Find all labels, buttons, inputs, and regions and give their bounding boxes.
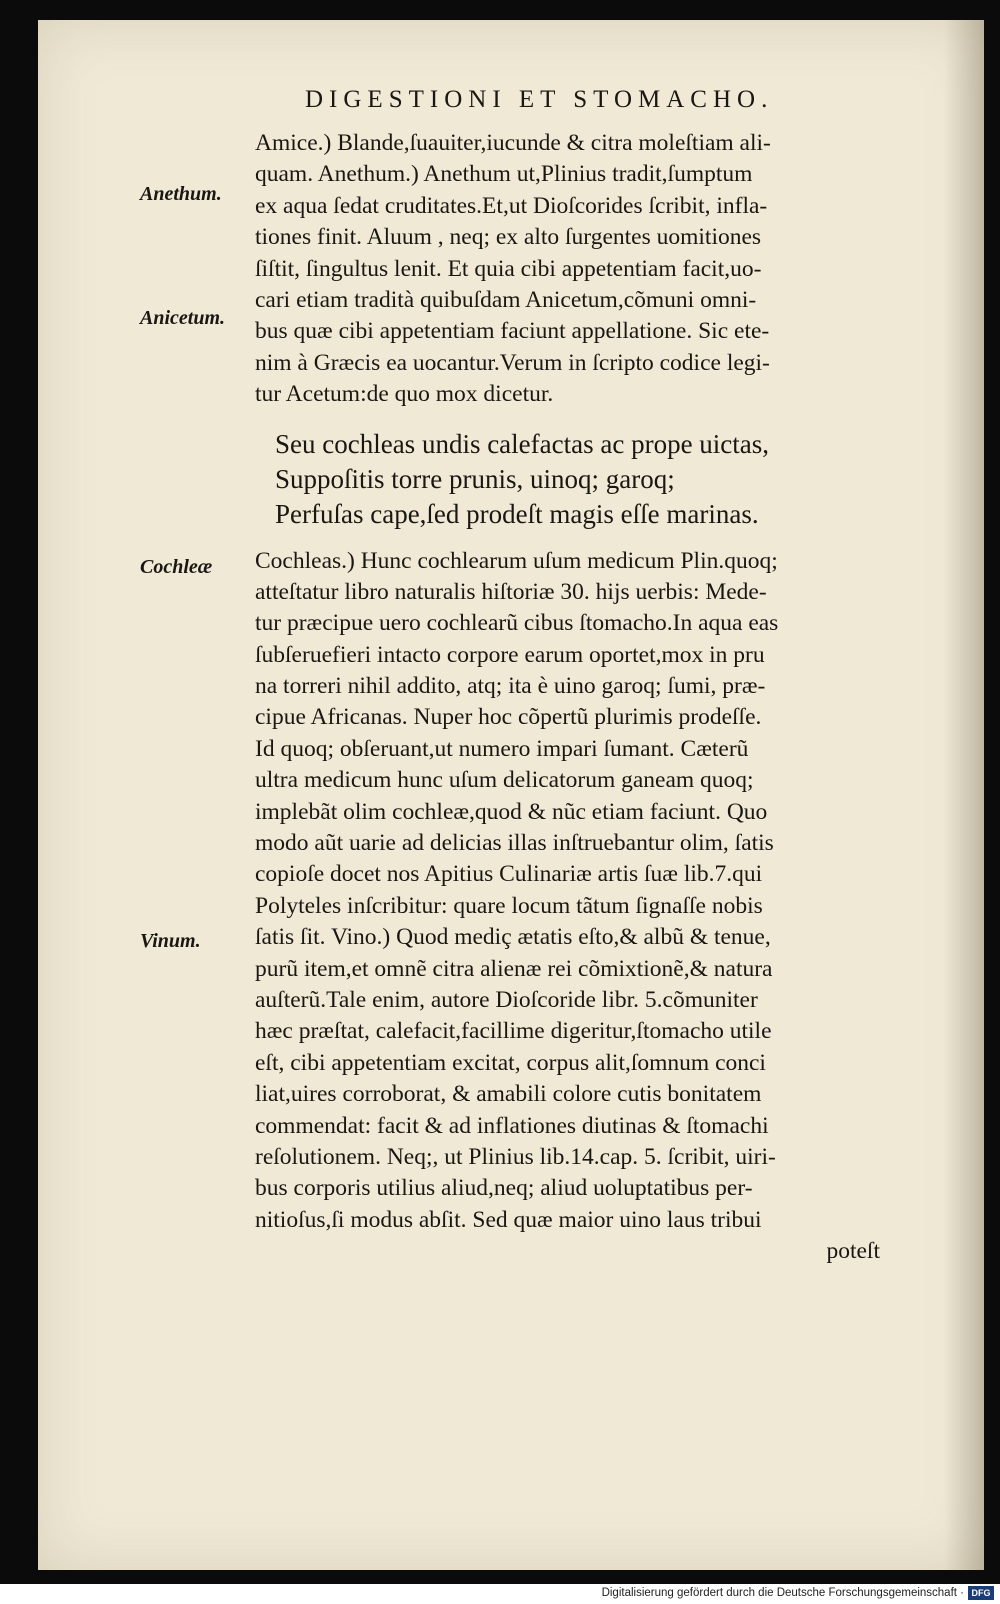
paragraph-anethum (255, 128, 910, 411)
text-line: tur præcipue uero cochlearũ cibus ſtomacho.In aqua eas (255, 610, 779, 637)
text-line: ſatis ſit. Vino.) Quod mediç ætatis eſto,& albũ & tenue, (255, 924, 771, 951)
verse-line: Seu cochleas undis calefactas ac prope uictas, (275, 428, 770, 459)
margin-note-anicetum: Anicetum. (140, 307, 226, 329)
text-line: commendat: facit & ad inflationes diutinas & ſtomachi (255, 1112, 769, 1139)
text-line: na torreri nihil addito, atq; ita è uino garoq; ſumi, præ- (255, 673, 766, 700)
text-line: hæc præſtat, calefacit,facillime digeritur,ſtomacho utile (255, 1018, 772, 1045)
text-line: purũ item,et omnẽ citra alienæ rei cõmixtionẽ,& natura (255, 955, 773, 982)
paragraph-cochleae (255, 546, 910, 1237)
text-line: liat,uires corroborat, & amabili colore cutis bonitatem (255, 1081, 762, 1108)
margin-note-anethum: Anethum. (140, 183, 222, 205)
text-line: nitioſus,ſi modus abſit. Sed quæ maior uino laus tribui (255, 1206, 762, 1233)
text-line: bus corporis utilius aliud,neq; aliud uoluptatibus per- (255, 1175, 753, 1202)
text-line: ultra medicum hunc uſum delicatorum ganeam quoq; (255, 767, 754, 794)
text-line: copioſe docet nos Apitius Culinariæ artis ſuæ lib.7.qui (255, 861, 763, 888)
text-line: Polyteles inſcribitur: quare locum tãtum ſignaſſe nobis (255, 892, 763, 919)
text-line: implebãt olim cochleæ,quod & nũc etiam faciunt. Quo (255, 798, 768, 825)
text-line: modo aũt uarie ad delicias illas inſtruebantur olim, ſatis (255, 830, 774, 857)
page-gutter-shadow (944, 20, 984, 1570)
text-line: nim à Græcis ea uocantur.Verum in ſcripto codice legi- (255, 349, 770, 376)
text-line: Cochleas.) Hunc cochlearum uſum medicum Plin.quoq; (255, 547, 778, 574)
text-line: tiones finit. Aluum , neq; ex alto ſurgentes uomitiones (255, 224, 762, 251)
text-line: cipue Africanas. Nuper hoc cõpertũ plurimis prodeſſe. (255, 704, 762, 731)
catchword: poteſt (826, 1238, 880, 1265)
text-line: reſolutionem. Neq;, ut Plinius lib.14.cap. 5. ſcribit, uiri- (255, 1143, 776, 1170)
text-line: Amice.) Blande,ſuauiter,iucunde & citra moleſtiam ali- (255, 130, 771, 156)
verse-line: Perfuſas cape,ſed prodeſt magis eſſe marinas. (275, 498, 759, 529)
margin-note-cochleae: Cochleæ (140, 556, 213, 578)
margin-note-vinum: Vinum. (140, 930, 201, 952)
verse-line: Suppoſitis torre prunis, uinoq; garoq; (275, 463, 675, 494)
text-line: cari etiam tradità quibuſdam Anicetum,cõmuni omni- (255, 286, 757, 313)
text-line: ex aqua ſedat cruditates.Et,ut Dioſcorides ſcribit, infla- (255, 192, 768, 219)
text-line: ſiſtit, ſingultus lenit. Et quia cibi appetentiam facit,uo- (255, 255, 762, 282)
text-line: quam. Anethum.) Anethum ut,Plinius tradit,ſumptum (255, 161, 753, 188)
main-text (255, 128, 910, 1268)
running-head: DIGESTIONI ET STOMACHO. (305, 86, 774, 113)
text-line: bus quæ cibi appetentiam faciunt appellatione. Sic ete- (255, 318, 770, 345)
text-line: auſterũ.Tale enim, autore Dioſcoride libr. 5.cõmuniter (255, 986, 758, 1013)
text-line: atteſtatur libro naturalis hiſtoriæ 30. hijs uerbis: Mede- (255, 578, 767, 605)
text-line: Id quoq; obſeruant,ut numero impari ſumant. Cæterũ (255, 735, 749, 762)
text-line: eſt, cibi appetentiam excitat, corpus alit,ſomnum conci (255, 1049, 766, 1076)
text-line: tur Acetum:de quo mox dicetur. (255, 381, 554, 408)
text-line: ſubſeruefieri intacto corpore earum oportet,mox in pru (255, 641, 765, 668)
verse-block (255, 427, 910, 532)
funding-credit: Digitalisierung gefördert durch die Deutsche Forschungsgemeinschaft · (601, 1587, 964, 1599)
dfg-logo-icon: DFG (968, 1586, 994, 1600)
